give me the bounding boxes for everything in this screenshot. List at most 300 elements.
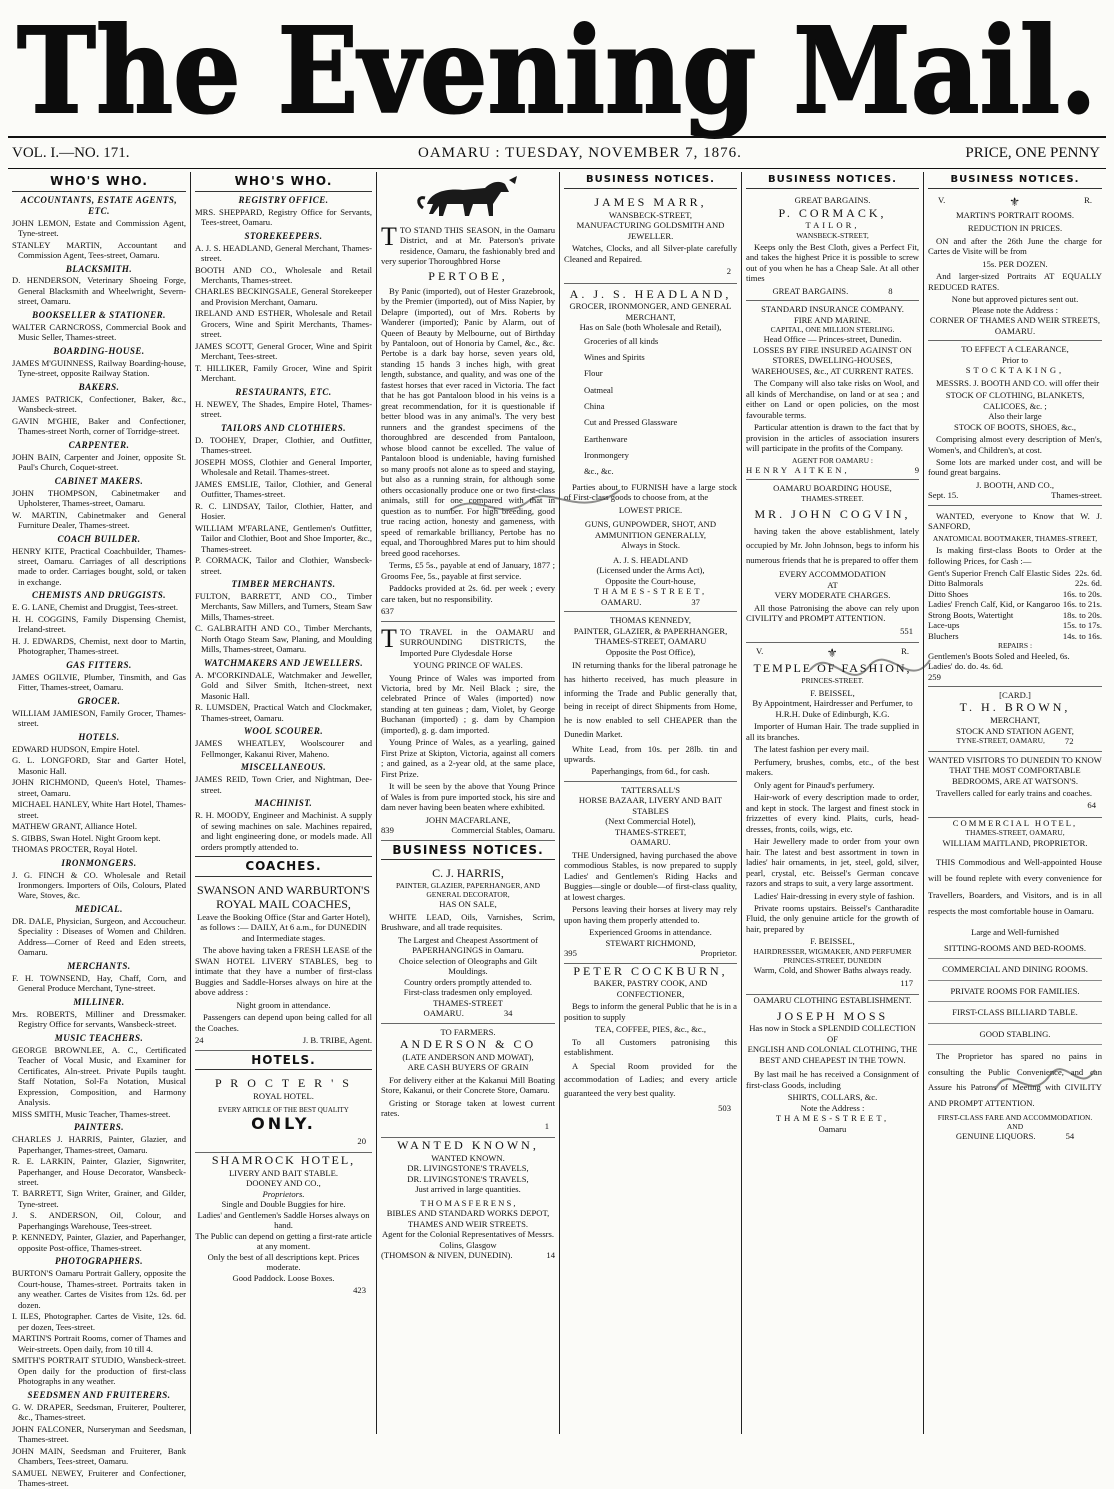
losses: LOSSES BY FIRE INSURED AGAINST ON STORES, DWELLING-HOUSES, WAREHOUSES, &c., AT CURRENT RATES. xyxy=(751,344,914,376)
farmers-p1: For delivery either at the Kakanui Mill Boating Store, Kakanui, or their Concrete Store, Oamaru. xyxy=(381,1074,555,1096)
directory-section-heading: PAINTERS. xyxy=(73,1122,125,1133)
commercial-hotel-ad xyxy=(928,818,1102,1142)
directory-entry: R. LUMSDEN, Practical Watch and Clockmaker, Thames-street, Oamaru. xyxy=(195,702,372,723)
goods-item: Ironmongery xyxy=(584,450,629,461)
sanford-trade: ANATOMICAL BOOTMAKER, THAMES-STREET, xyxy=(932,533,1098,543)
wanted-known: WANTED KNOWN, xyxy=(397,1138,539,1153)
column-stud-notices xyxy=(377,172,560,1434)
ad-number: 2 xyxy=(726,266,731,277)
brown-merchant: MERCHANT, xyxy=(990,715,1040,726)
beissel-line: Hair Jewellery made to order from your own hair. The latest and best assortment in town in ladies' hair ornaments, in jet, steel, gold, silver, pearl, crystal, etc. Beissel's German concave razors and straps to suit, a very large assortment. xyxy=(746,836,919,889)
beissel-line: Private rooms upstairs. Beissel's Cantharadite Fluid, the only genuine article for the growth of hair, prepared by xyxy=(746,902,919,934)
beissel-line: Ladies' Hair-dressing in every style of fashion. xyxy=(754,890,915,901)
directory-entry: JOHN THOMPSON, Cabinetmaker and Upholsterer, Thames-street, Oamaru. xyxy=(12,487,186,509)
directory-section-heading: CARPENTER. xyxy=(68,439,130,450)
directory-entry: THOMAS PROCTER, Royal Hotel. xyxy=(12,844,138,855)
brown-ad xyxy=(928,687,1102,752)
prior-to: Prior to xyxy=(1001,354,1029,365)
shamrock-line: Good Paddock. Loose Boxes. xyxy=(232,1272,335,1283)
maitland: WILLIAM MAITLAND, PROPRIETOR. xyxy=(942,837,1088,848)
pertobe-paddocks: Paddocks provided at 2s. 6d. per week ; every care taken, but no responsibility. xyxy=(381,583,555,604)
directory-entry: J. G. FINCH & CO. Wholesale and Retail Ironmongers. Importers of Oils, Colours, Plated Ware, Stoves, &c. xyxy=(12,869,186,901)
moderate-charges: VERY MODERATE CHARGES. xyxy=(774,590,891,601)
directory-entry: JAMES WHEATLEY, Woolscourer and Fellmonger, Kakanui River, Maheno. xyxy=(195,738,372,759)
price-value: 16s. to 21s. xyxy=(1062,599,1102,610)
directory-entry: JAMES PATRICK, Confectioner, Baker, &c., Wansbeck-street. xyxy=(12,393,186,415)
martin-on: ON and after the 26th June the charge for Cartes de Visite will be from xyxy=(928,235,1102,257)
column-business-1 xyxy=(560,172,742,1434)
moss-note: Note the Address : xyxy=(800,1102,865,1113)
directory-section-heading: CABINET MAKERS. xyxy=(54,475,144,486)
directory-section-heading: WATCHMAKERS AND JEWELLERS. xyxy=(203,657,364,668)
cockburn-ad xyxy=(564,964,737,1114)
ferens-name: T H O M A S F E R E N S , xyxy=(420,1197,516,1208)
watson-ad xyxy=(928,752,1102,818)
kennedy-ad xyxy=(564,612,737,782)
best-quality: EVERY ARTICLE OF THE BEST QUALITY xyxy=(218,1105,349,1114)
directory-entry: STANLEY MARTIN, Accountant and Commission Agent, Tees-street, Oamaru. xyxy=(12,239,186,261)
horse-icon xyxy=(413,174,523,220)
directory-section-heading: BAKERS. xyxy=(78,381,120,392)
ad-number: 54 xyxy=(1065,1131,1075,1142)
price-row xyxy=(928,599,1102,609)
directory-section-heading: MISCELLANEOUS. xyxy=(240,762,327,773)
goods-item: Flour xyxy=(584,368,603,379)
harris-name: C. J. HARRIS, xyxy=(432,866,504,881)
booth-date: Sept. 15. xyxy=(928,490,959,501)
anderson-late: (LATE ANDERSON AND MOWAT), xyxy=(402,1051,534,1062)
effect-clearance: TO EFFECT A CLEARANCE, xyxy=(961,344,1069,355)
directory-entry: P. CORMACK, Tailor and Clothier, Wansbeck-street. xyxy=(195,555,372,576)
boarding-name: OAMARU BOARDING HOUSE, xyxy=(773,483,892,494)
every-accommodation: EVERY ACCOMMODATION xyxy=(779,569,886,580)
wales-p3: It will be seen by the above that Young Prince of Wales is from pure imported stock, his sire and dam never having been beaten where exhibited. xyxy=(381,781,555,813)
ad-number: 72 xyxy=(1064,736,1074,747)
per-dozen: 15s. PER DOZEN. xyxy=(982,258,1048,269)
directory-section-heading: IRONMONGERS. xyxy=(61,857,137,868)
moss-address: THAMES-STREET, xyxy=(775,1113,890,1124)
vr-v: V. xyxy=(756,646,764,657)
pertobe-intro: TO STAND THIS SEASON, in the Oamaru District, and at Mr. Paterson's private residence, Oamaru, the fashionably bred and very superior Thoroughbred Horse xyxy=(381,225,555,267)
pertobe-pedigree: By Panic (imported), out of Hester Grazebrook, by the Premier (imported), out of Miss Napier, by Delapre (imported), out of Mrs. Roberts by Wanderer (imported); Panic by Alarm, out of Queen of Beauty by Melbourne, out of Birthday by Pantaloon, out of Honoria by Camel, &c., &c. Pertobe is a dark bay horse, seven years old, standing 15 hands 3 inches high, with great length, substance, and quality, and was one of the fastest horses that ever raced in Victoria. The fact that he has got Pantaloon blood in his veins is a great recommendation, for it is questionable if better blood was in any animal's. The very best runners and the grandest specimens of the thoroughbred are descended from Pantaloon, whose blood cannot be excelled. The value of Pantaloon blood is undeniable, having furnished so many proofs not alone as to speed and staying, but also as a running strain, for although some others occasionally produce one or two first-class animals, still for one compared with that in question as to number. For high breeding, good true racing action, honesty and gameness, with speed of remarkable brilliancy, Pertobe has no equal, and Thoroughbred Mares put to him should breed good racehorses. xyxy=(381,285,555,558)
anderson-name: ANDERSON & CO xyxy=(399,1037,537,1052)
ferens-agent: Agent for the Colonial Representatives of Messrs. Colins, Glasgow xyxy=(381,1229,555,1250)
beissel-name: F. BEISSEL, xyxy=(810,687,855,698)
directory-list xyxy=(195,195,372,852)
livery-stable: LIVERY AND BAIT STABLE. xyxy=(228,1167,339,1178)
private-rooms: PRIVATE ROOMS FOR FAMILIES. xyxy=(928,981,1102,1002)
price-item: Ditto Balmorals xyxy=(928,578,984,589)
genuine-liquors: GENUINE LIQUORS. xyxy=(955,1131,1036,1142)
beissel-trade: HAIRDRESSER, WIGMAKER, AND PERFUMER xyxy=(753,946,912,956)
cockburn-trade: BAKER, PASTRY COOK, AND CONFECTIONER, xyxy=(593,978,708,999)
coaches-night: Night groom in attendance. xyxy=(236,999,331,1010)
directory-entry: WILLIAM JAMIESON, Family Grocer, Thames-street. xyxy=(12,707,186,729)
directory-entry: FULTON, BARRETT, AND CO., Timber Merchants, Saw Millers, and Turners, Steam Saw Mills, Thames-street. xyxy=(195,591,372,622)
farmers-title: TO FARMERS. xyxy=(440,1026,496,1037)
watson-visitors: WANTED VISITORS TO DUNEDIN TO KNOW THAT THE MOST COMFORTABLE BEDROOMS, ARE AT WATSON'S. xyxy=(928,754,1102,786)
directory-section-heading: GAS FITTERS. xyxy=(66,659,132,670)
marr-ad xyxy=(564,192,737,284)
vr-v: V. xyxy=(938,195,946,206)
proprietor: Proprietor. xyxy=(700,948,737,959)
beissel-line: Importer of Human Hair. The trade supplied in all its branches. xyxy=(746,721,919,742)
harris-street: THAMES-STREET xyxy=(433,997,503,1008)
ad-number: 34 xyxy=(503,1008,513,1019)
beissel-address: PRINCES-STREET, DUNEDIN xyxy=(783,956,882,966)
directory-section-heading: MEDICAL. xyxy=(75,903,123,914)
price-item: Ladies' French Calf, Kid, or Kangaroo xyxy=(928,599,1061,610)
directory-section-heading: PHOTOGRAPHERS. xyxy=(54,1256,144,1267)
price-item: Strong Boots, Watertight xyxy=(928,609,1014,620)
directory-section-heading: MILLINER. xyxy=(73,996,125,1007)
procter-ad xyxy=(195,1073,372,1153)
larger-sized: And larger-sized Portraits AT EQUALLY REDUCED RATES. xyxy=(928,271,1102,292)
also-large: Also their large xyxy=(988,411,1042,422)
note-address: Please note the Address : xyxy=(972,304,1058,315)
price-row xyxy=(928,589,1102,599)
wales-address: Commercial Stables, Oamaru. xyxy=(451,825,555,836)
ad-number: 64 xyxy=(1087,800,1096,811)
princes-street: PRINCES-STREET. xyxy=(801,675,864,685)
directory-entry: EDWARD HUDSON, Empire Hotel. xyxy=(12,743,140,754)
price-item: Lace-ups xyxy=(928,620,960,631)
price-row xyxy=(928,610,1102,620)
fire-marine: FIRE AND MARINE. xyxy=(793,314,872,325)
booth-street: Thames-street. xyxy=(1051,490,1102,501)
directory-entry: SMITH'S PORTRAIT STUDIO, Wansbeck-street. Open daily for the production of first-class Photographs in any weather. xyxy=(12,1355,186,1387)
brown-agent: STOCK AND STATION AGENT, xyxy=(956,725,1074,736)
guns-heading: GUNS, GUNPOWDER, SHOT, AND AMMUNITION GENERALLY, xyxy=(584,519,717,540)
price-item: Gent's Superior French Calf Elastic Sides xyxy=(928,568,1071,578)
boots-shoes: STOCK OF BOOTS, SHOES, &c., xyxy=(953,421,1077,432)
tattersall-ad xyxy=(564,782,737,964)
ad-number: 423 xyxy=(353,1284,366,1295)
vr-r: R. xyxy=(1084,195,1092,206)
always-stock: Always in Stock. xyxy=(621,540,680,551)
ad-number: 551 xyxy=(900,625,913,636)
boarding-street: THAMES-STREET. xyxy=(801,493,864,503)
ferens-trade: BIBLES AND STANDARD WORKS DEPOT, xyxy=(386,1208,550,1219)
insurance-ad xyxy=(746,301,919,480)
moss-shirts: SHIRTS, COLLARS, &c. xyxy=(787,1092,878,1103)
directory-entry: IRELAND AND ESTHER, Wholesale and Retail Grocers, Wine and Spirit Merchants, Thames-street. xyxy=(195,308,372,340)
cockburn-customers: To all Customers patronising this establishment. xyxy=(564,1036,737,1058)
price-value: 16s. to 20s. xyxy=(1062,588,1102,599)
directory-section-heading: REGISTRY OFFICE. xyxy=(238,194,329,205)
good-stabling: GOOD STABLING. xyxy=(928,1024,1102,1045)
moss-name: JOSEPH MOSS xyxy=(776,1008,889,1023)
column-whos-who-2 xyxy=(191,172,377,1434)
price-value: 18s. to 20s. xyxy=(1062,609,1102,620)
great-bargains: GREAT BARGAINS. xyxy=(794,195,871,206)
ad-number: 14 xyxy=(546,1250,555,1261)
directory-entry: C. GALBRAITH AND CO., Timber Merchants, North Otago Steam Saw, Planing, and Moulding Mills, Thames-street, Oamaru. xyxy=(195,623,372,655)
ad-number: 20 xyxy=(357,1135,366,1146)
goods-item: Earthenware xyxy=(584,433,628,444)
booth-stock: STOCK OF CLOTHING, BLANKETS, CALICOES, &c. ; xyxy=(945,390,1085,411)
harris-onsale: HAS ON SALE, xyxy=(439,899,497,910)
wanted-known-2: WANTED KNOWN. xyxy=(431,1152,505,1163)
next-commercial: (Next Commercial Hotel), xyxy=(605,816,696,827)
coaches-passengers: Passengers can depend upon being called for all the Coaches. xyxy=(195,1012,372,1033)
thames-street: THAMES-STREET, xyxy=(614,826,687,837)
cormack-name: P. CORMACK, xyxy=(778,205,887,220)
masthead xyxy=(0,0,1114,140)
issue-price: PRICE, ONE PENNY xyxy=(965,145,1100,161)
directory-entry: JOHN BAIN, Carpenter and Joiner, opposite St. Paul's Church, Coquet-street. xyxy=(12,451,186,473)
beissel-ad xyxy=(746,643,919,995)
goods-item: Cut and Pressed Glassware xyxy=(584,417,678,428)
ad-number: 9 xyxy=(914,464,919,475)
tattersall-signature: STEWART RICHMOND, xyxy=(605,937,696,948)
ad-number: 1 xyxy=(544,1120,549,1131)
directory-section-heading: TIMBER MERCHANTS. xyxy=(231,579,336,590)
agent-label: AGENT FOR OAMARU : xyxy=(792,455,873,465)
dining-rooms: COMMERCIAL AND DINING ROOMS. xyxy=(928,959,1102,980)
directory-entry: H. NEWEY, The Shades, Empire Hotel, Thames-street. xyxy=(195,398,372,420)
stocktaking: STOCKTAKING, xyxy=(965,365,1065,376)
town: OAMARU. xyxy=(630,837,671,848)
aitken-name: HENRY AITKEN, xyxy=(746,464,850,475)
kennedy-opposite: Opposite the Post Office), xyxy=(605,646,696,657)
moss-town: Oamaru xyxy=(818,1123,847,1134)
martin-ad xyxy=(928,192,1102,341)
directory-section-heading: WOOL SCOURER. xyxy=(243,726,324,737)
directory-entry: JAMES SCOTT, General Grocer, Wine and Spirit Merchant, Tees-street. xyxy=(195,340,372,362)
price-value: 22s. 6d. xyxy=(1075,568,1102,578)
sanford-ad xyxy=(928,506,1102,687)
shamrock-line: The Public can depend on getting a first-rate article at any moment. xyxy=(195,1230,372,1252)
proprietors: Proprietors. xyxy=(262,1188,305,1199)
beissel-line: Perfumery, brushes, combs, etc., of the best makers. xyxy=(746,756,919,778)
sanford-wanted: WANTED, everyone to Know that W. J. SANFORD, xyxy=(928,510,1102,532)
livingstone-2: DR. LIVINGSTONE'S TRAVELS, xyxy=(407,1173,529,1184)
issue-date: OAMARU : TUESDAY, NOVEMBER 7, 1876. xyxy=(418,145,742,161)
directory-entry: WALTER CARNCROSS, Commercial Book and Music Seller, Thames-street. xyxy=(12,321,186,343)
headland-trade: GROCER, IRONMONGER, AND GENERAL MERCHANT, xyxy=(569,301,732,322)
ad-number: 37 xyxy=(691,596,700,607)
cockburn-para: Begs to inform the general Public that he is in a position to supply xyxy=(564,1001,737,1022)
and: AND xyxy=(1006,1122,1024,1132)
price-value: 22s. 6d. xyxy=(1075,578,1102,589)
repair-ladies: Ladies' do. do. 4s. 6d. xyxy=(928,661,1004,672)
insurance-name: STANDARD INSURANCE COMPANY. xyxy=(761,304,904,315)
dropcap: T xyxy=(381,623,397,653)
directory-section-heading: ACCOUNTANTS, ESTATE AGENTS, ETC. xyxy=(20,194,178,216)
harris-p2: The Largest and Cheapest Assortment of PAPERHANGINGS in Oamaru. xyxy=(398,934,538,956)
goods-item: Wines and Spirits xyxy=(584,352,645,363)
shamrock-line: Single and Double Buggies for hire. xyxy=(221,1199,346,1210)
column-heading: WHO'S WHO. xyxy=(195,172,372,192)
shamrock-name: SHAMROCK HOTEL, xyxy=(211,1153,356,1168)
some-lots: Some lots are marked under cost, and will be found great bargains. xyxy=(928,456,1102,478)
directory-entry: JOSEPH MOSS, Clothier and General Importer, Wholesale and Retail. Thames-street. xyxy=(195,456,372,478)
cogvin-name: MR. JOHN COGVIN, xyxy=(754,507,911,522)
ad-number: 395 xyxy=(564,948,577,959)
particular-para: Particular attention is drawn to the fact that by provision in the articles of association insurers will participate in the profits of the Company. xyxy=(746,422,919,454)
great-bargains-2: GREAT BARGAINS. xyxy=(772,285,849,296)
clothing-title: OAMARU CLOTHING ESTABLISHMENT. xyxy=(753,995,912,1006)
tattersall-para-2: Persons leaving their horses at livery may rely upon having them properly attended to. xyxy=(564,904,737,925)
pertobe-name: PERTOBE, xyxy=(428,268,508,283)
brown-address: TYNE-STREET, OAMARU, xyxy=(956,736,1045,746)
directory-entry: D. HENDERSON, Veterinary Shoeing Forge, General Blacksmith and Wheelwright, Severn-street, Oamaru. xyxy=(12,275,186,307)
ferens-company: (THOMSON & NIVEN, DUNEDIN). xyxy=(381,1250,513,1261)
directory-section-heading: COACH BUILDER. xyxy=(57,533,141,544)
card-label: [CARD.] xyxy=(999,689,1031,700)
directory-entry: H. J. EDWARDS, Chemist, next door to Martin, Photographer, Thames-street. xyxy=(12,635,186,657)
masthead-title: The Evening Mail. xyxy=(17,1,1097,140)
directory-entry: R. C. LINDSAY, Tailor, Clothier, Hatter, and Hosier. xyxy=(195,500,372,522)
wales-p1: Young Prince of Wales was imported from Victoria, bred by Mr. Neil Black ; sire, the celebrated Prince of Wales (imported) now standing at ten guineas ; dam, Violet, by George Buchanan (imported) ; g. dam by Champion (imported), g. g. dam imported. xyxy=(381,672,555,735)
at: AT xyxy=(827,579,838,590)
martin-corner: CORNER OF THAMES AND WEIR STREETS, OAMARU. xyxy=(929,315,1101,336)
kennedy-address: THAMES-STREET, OAMARU xyxy=(594,636,707,647)
marr-trade: MANUFACTURING GOLDSMITH AND JEWELLER. xyxy=(576,220,725,241)
directory-entry: J. S. ANDERSON, Oil, Colour, and Paperhangings Warehouse, Tees-street. xyxy=(12,1210,186,1231)
lowest-price: LOWEST PRICE. xyxy=(618,504,683,515)
price-item: Bluchers xyxy=(928,630,959,641)
directory-entry: GAVIN M'GHIE, Baker and Confectioner, Thames-street North, corner of Torridge-street. xyxy=(12,415,186,437)
directory-list xyxy=(12,195,186,1489)
price-list xyxy=(928,568,1102,641)
directory-section-heading: STOREKEEPERS. xyxy=(244,230,323,241)
directory-entry: S. GIBBS, Swan Hotel. Night Groom kept. xyxy=(12,832,161,843)
sanford-making: Is making first-class Boots to Order at the following Prices, for Cash :— xyxy=(928,545,1102,566)
directory-entry: R. H. MOODY, Engineer and Machinist. A supply of sewing machines on sale. Machines repaired, and light engineering done, or models made. All orders promptly attended to. xyxy=(195,810,372,852)
directory-entry: BURTON'S Oamaru Portrait Gallery, opposite the Court-house, Thames-street. Portraits taken in any weather. Cartes de Visites from 12s. 6d. per dozen. xyxy=(12,1268,186,1310)
directory-section-heading: TAILORS AND CLOTHIERS. xyxy=(221,422,346,433)
cogvin-civility: All those Patronising the above can rely upon CIVILITY and PROMPT ATTENTION. xyxy=(746,602,919,624)
harris-town: OAMARU. xyxy=(423,1008,464,1019)
beissel-appointment: By Appointment, Hairdresser and Perfumer, to H.R.H. Duke of Edinburgh, K.G. xyxy=(752,698,913,719)
kennedy-lead: White Lead, from 10s. per 28lb. tin and upwards. xyxy=(564,743,737,764)
shamrock-line: Only the best of all descriptions kept. Prices moderate. xyxy=(207,1251,360,1273)
directory-entry: HENRY KITE, Practical Coachbuilder, Thames-street, Oamaru. Carriages of all descriptions made to order. Carriages bought, sold, or taken in exchange. xyxy=(12,545,186,587)
price-value: 15s. to 17s. xyxy=(1062,620,1102,631)
columns xyxy=(8,172,1106,1489)
commercial-para: THIS Commodious and Well-appointed House will be found replete with every convenience for Travellers, Boarders, and Visitors, and is in all respects the most comfortable house in Oamaru. xyxy=(928,857,1102,917)
watson-travellers: Travellers called for early trains and coaches. xyxy=(936,788,1092,798)
commercial-street: THAMES-STREET, OAMARU, xyxy=(965,828,1065,838)
ferens-ad xyxy=(381,1138,555,1260)
column-heading: BUSINESS NOTICES. xyxy=(928,172,1102,189)
directory-entry: G. W. DRAPER, Seedsman, Fruiterer, Poulterer, &c., Thames-street. xyxy=(12,1401,186,1423)
ad-number: 637 xyxy=(381,606,394,617)
harris-p4: Country orders promptly attended to. xyxy=(404,976,532,987)
directory-entry: CHARLES J. HARRIS, Painter, Glazier, and Paperhanger, Thames-street, Oamaru. xyxy=(12,1134,186,1155)
goods-item: Oatmeal xyxy=(584,384,614,395)
volume-number: VOL. I.—NO. 171. xyxy=(12,145,130,161)
royal-hotel: ROYAL HOTEL. xyxy=(253,1091,314,1102)
thames-street: THAMES-STREET, xyxy=(593,586,708,597)
temple-name: TEMPLE OF FASHION, xyxy=(753,661,912,676)
directory-section-heading: MERCHANTS. xyxy=(67,960,131,971)
headland-ad xyxy=(564,284,737,612)
beissel-line: Hair-work of every description made to order, and kept in stock. The largest and finest stock in frizzettes of every kind. Plaits, curls, head-dresses, fronts, coils, wigs, etc. xyxy=(746,792,919,834)
directory-entry: JAMES REID, Town Crier, and Nightman, Dee-street. xyxy=(195,774,372,795)
pertobe-ad xyxy=(381,220,555,622)
shamrock-ad xyxy=(195,1153,372,1295)
directory-entry: JOHN FALCONER, Nurseryman and Seedsman, Thames-street. xyxy=(12,1423,186,1445)
cockburn-goods: TEA, COFFEE, PIES, &c., &c., xyxy=(594,1024,706,1035)
directory-entry: DR. DALE, Physician, Surgeon, and Accoucheur. Speciality : Diseases of Women and Children. Address—Corner of Reed and Eden streets, Oamaru. xyxy=(12,915,186,958)
goods-item: &c., &c. xyxy=(584,466,614,477)
directory-section-heading: BOARDING-HOUSE. xyxy=(53,345,145,356)
commercial-hotel: COMMERCIAL HOTEL, xyxy=(952,817,1078,828)
directory-section-heading: MUSIC TEACHERS. xyxy=(54,1032,144,1043)
harris-ad xyxy=(381,863,555,1023)
none-but: None but approved pictures sent out. xyxy=(951,294,1079,305)
shamrock-lines xyxy=(195,1199,372,1283)
dropcap: T xyxy=(381,222,397,251)
directory-entry: G. L. LONGFORD, Star and Garter Hotel, Masonic Hall. xyxy=(12,755,186,776)
price-value: 14s. to 16s. xyxy=(1062,630,1102,641)
livingstone-3: Just arrived in large quantities. xyxy=(415,1184,521,1195)
baths: Warm, Cold, and Shower Baths always ready. xyxy=(753,965,912,976)
directory-section-heading: RESTAURANTS, ETC. xyxy=(235,386,332,397)
price-row xyxy=(928,568,1102,578)
booth-offer: MESSRS. J. BOOTH AND CO. will offer their xyxy=(936,377,1100,388)
wales-signature: JOHN MACFARLANE, xyxy=(425,814,511,825)
arms-act: (Licensed under the Arms Act), xyxy=(596,565,705,576)
boarding-ad xyxy=(746,480,919,643)
masthead-title-svg xyxy=(0,0,1114,140)
price-item: Ditto Shoes xyxy=(928,588,969,599)
opposite-court: Opposite the Court-house, xyxy=(605,575,696,586)
cormack-street: WANSBECK-STREET, xyxy=(796,230,869,240)
pertobe-terms: Terms, £5 5s., payable at end of January, 1877 ; Grooms Fee, 5s., payable at first service. xyxy=(381,560,555,581)
cormack-tailor: TAILOR, xyxy=(805,220,860,231)
moss-english: ENGLISH AND COLONIAL CLOTHING, THE BEST AND CHEAPEST IN THE TOWN. xyxy=(747,1044,918,1065)
reduction: REDUCTION IN PRICES. xyxy=(967,223,1063,234)
coaches-ad xyxy=(195,880,372,1051)
repairs-label: REPAIRS : xyxy=(997,641,1033,651)
directory-section-heading: GROCER. xyxy=(77,695,121,706)
directory-section-heading: BOOKSELLER & STATIONER. xyxy=(32,309,166,320)
capital: CAPITAL, ONE MILLION STERLING. xyxy=(770,325,895,335)
royal-arms-icon: ⚜ xyxy=(1009,195,1021,210)
dooney: DOONEY AND CO., xyxy=(246,1178,321,1189)
directory-entry: JAMES M'GUINNESS, Railway Boarding-house, Tyne-street, opposite Railway Station. xyxy=(12,357,186,379)
prince-wales-ad xyxy=(381,622,555,841)
tattersall-name: TATTERSALL'S xyxy=(620,784,681,795)
shamrock-line: Ladies' and Gentlemen's Saddle Horses always on hand. xyxy=(197,1209,370,1231)
directory-entry: MRS. SHEPPARD, Registry Office for Servants, Tees-street, Oamaru. xyxy=(195,206,372,228)
royal-arms-icon: ⚜ xyxy=(826,646,838,661)
directory-entry: JOHN RICHMOND, Queen's Hotel, Thames-street, Oamaru. xyxy=(12,777,186,798)
directory-entry: R. E. LARKIN, Painter, Glazier, Signwriter, Paperhanger, and House Decorator, Wansbeck-street. xyxy=(12,1156,186,1187)
first-class-fare: FIRST-CLASS FARE AND ACCOMMODATION. xyxy=(937,1113,1093,1123)
coaches-signature: J. B. TRIBE, Agent. xyxy=(302,1035,372,1046)
head-office: Head Office — Princes-street, Dunedin. xyxy=(763,334,902,345)
coaches-title: SWANSON AND WARBURTON'S ROYAL MAIL COACHES, xyxy=(196,882,371,912)
tattersall-para: THE Undersigned, having purchased the above commodious Stables, is now prepared to supply Ladies' and Gentlemen's Riding Hacks and Buggies—single or double—of first-class quality, at lowest charges. xyxy=(564,849,737,902)
harris-p3: Choice selection of Oleographs and Gilt Mouldings. xyxy=(398,955,538,977)
directory-entry: T. BARRETT, Sign Writer, Grainer, and Gilder, Tyne-street. xyxy=(12,1188,186,1209)
directory-entry: MATHEW GRANT, Alliance Hotel. xyxy=(12,821,137,832)
directory-entry: E. G. LANE, Chemist and Druggist, Tees-street. xyxy=(12,602,179,613)
kennedy-name: THOMAS KENNEDY, xyxy=(609,615,691,626)
cormack-para: Keeps only the Best Cloth, gives a Perfect Fit, and takes the highest Price it is possible to screw out of you when he has a Cheap Sale. At all other times xyxy=(746,241,919,284)
hotels-heading: HOTELS. xyxy=(195,1051,372,1071)
directory-entry: JOHN MAIN, Seedsman and Fruiterer, Bank Chambers, Tees-street, Oamaru. xyxy=(12,1445,186,1467)
company-para: The Company will also take risks on Wool, and all kinds of Merchandise, on land or at sea ; and either on Land or open policies, on the most favourable terms. xyxy=(746,378,919,420)
price-row xyxy=(928,578,1102,588)
directory-entry: JAMES OGILVIE, Plumber, Tinsmith, and Gas Fitter, Thames-street, Oamaru. xyxy=(12,671,186,693)
wales-intro: TO TRAVEL in the OAMARU and SURROUNDING DISTRICTS, the Imported Pure Clydesdale Horse xyxy=(399,626,555,658)
